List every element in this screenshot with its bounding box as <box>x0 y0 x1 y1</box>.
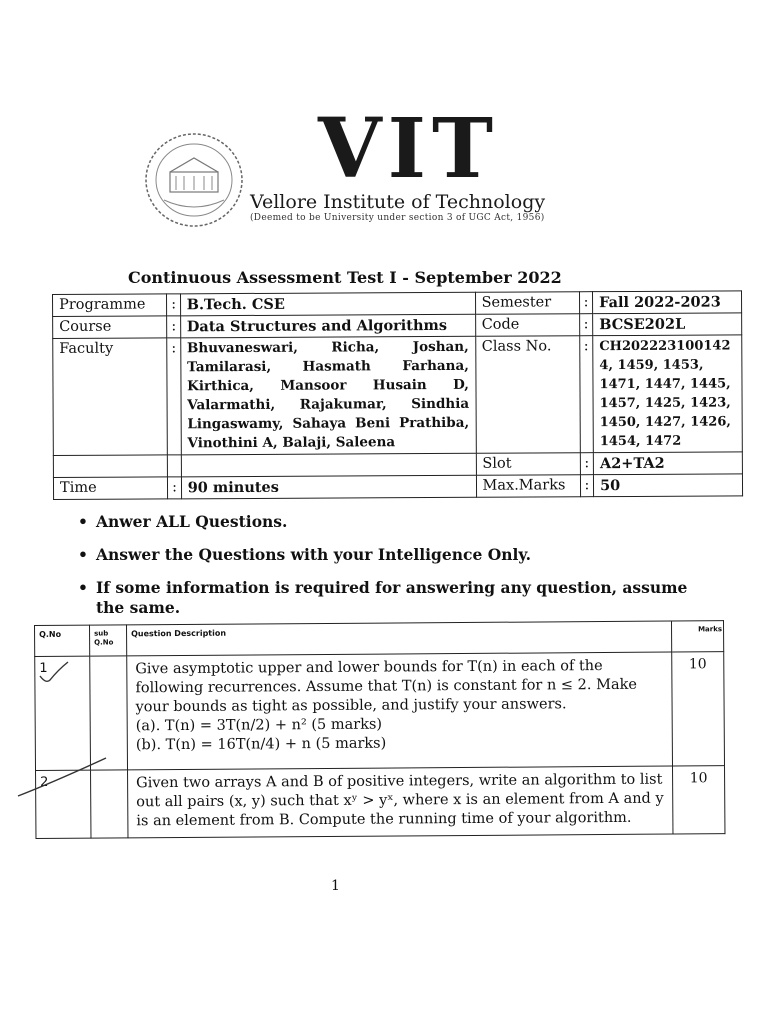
slot-value: A2+TA2 <box>593 452 742 475</box>
semester-label: Semester <box>475 292 579 315</box>
course-label: Course <box>53 316 168 339</box>
colon: : <box>168 477 181 499</box>
sub-question-cell <box>90 656 128 770</box>
slot-label: Slot <box>476 453 580 476</box>
question-text: Give asymptotic upper and lower bounds for T(n) in each of the following recurrences. Assume that T(n) is constant for n ≤ 2. Make your bounds as tight as possible, and justify your answers. <box>135 658 638 716</box>
programme-label: Programme <box>53 294 168 317</box>
institute-name: Vellore Institute of Technology <box>250 191 546 213</box>
question-marks: 10 <box>673 766 725 834</box>
empty-cell <box>181 453 476 477</box>
university-seal-icon <box>140 128 248 232</box>
info-row-time <box>53 474 742 500</box>
institute-deemed-note: (Deemed to be University under section 3 of UGC Act, 1956) <box>250 213 545 223</box>
instruction-item: • If some information is required for answering any question, assume the same. <box>78 578 698 618</box>
instruction-item: • Answer the Questions with your Intelligence Only. <box>78 545 698 565</box>
qno-header: Q.No <box>35 625 90 656</box>
question-number: 2 <box>36 770 91 838</box>
colon: : <box>580 336 594 453</box>
colon: : <box>579 314 592 336</box>
question-description-header: Question Description <box>127 621 672 656</box>
question-number: 1 <box>35 656 91 770</box>
info-row-faculty <box>53 335 743 456</box>
question-table <box>34 620 725 839</box>
classno-label: Class No. <box>475 336 580 454</box>
question-marks: 10 <box>672 652 725 766</box>
instruction-item: • Anwer ALL Questions. <box>78 512 698 532</box>
exam-title: Continuous Assessment Test I - September 2022 <box>128 268 562 287</box>
question-part-b: (b). T(n) = 16T(n/4) + n (5 marks) <box>135 735 387 754</box>
handwritten-tick-icon <box>34 660 74 690</box>
question-part-a: (a). T(n) = 3T(n/2) + n² (5 marks) <box>135 716 383 735</box>
time-label: Time <box>53 477 168 500</box>
faculty-label: Faculty <box>53 338 168 456</box>
programme-value: B.Tech. CSE <box>180 292 475 316</box>
colon: : <box>167 316 180 338</box>
maxmarks-value: 50 <box>593 474 742 497</box>
colon: : <box>580 453 593 475</box>
question-table-header <box>35 621 724 657</box>
colon: : <box>167 294 180 316</box>
exam-info-table <box>52 290 743 500</box>
handwritten-slash-icon <box>14 756 110 800</box>
colon: : <box>580 475 593 497</box>
question-description <box>127 652 673 770</box>
question-row <box>35 652 725 771</box>
empty-cell <box>168 455 181 477</box>
vit-logo-text: VIT <box>318 101 499 197</box>
question-description: Given two arrays A and B of positive integers, write an algorithm to list out all pairs (x, y) such that xʸ > yˣ, where x is an element from A and y is an element from B. Compute the running time of your algorithm. <box>128 766 673 838</box>
code-value: BCSE202L <box>593 313 742 336</box>
marks-header: Marks <box>671 621 723 652</box>
page-number: 1 <box>331 878 340 894</box>
code-label: Code <box>475 314 579 337</box>
semester-value: Fall 2022-2023 <box>593 291 742 314</box>
colon: : <box>579 292 592 314</box>
maxmarks-label: Max.Marks <box>476 475 580 498</box>
time-value: 90 minutes <box>181 475 476 499</box>
colon: : <box>167 338 181 455</box>
course-value: Data Structures and Algorithms <box>180 314 475 338</box>
question-row <box>36 766 725 839</box>
instructions-list <box>78 512 698 631</box>
subqno-header: sub Q.No <box>90 625 127 656</box>
empty-cell <box>53 455 168 478</box>
classno-value: CH2022231001424, 1459, 1453, 1471, 1447, 1445, 1457, 1425, 1423, 1450, 1427, 1426, 1454, 1472 <box>593 335 743 453</box>
faculty-value: Bhuvaneswari, Richa, Joshan, Tamilarasi, Hasmath Farhana, Kirthica, Mansoor Husain D, Valarmathi, Rajakumar, Sindhia Lingaswamy, Sahaya Beni Prathiba, Vinothini A, Balaji, Saleena <box>180 336 475 455</box>
